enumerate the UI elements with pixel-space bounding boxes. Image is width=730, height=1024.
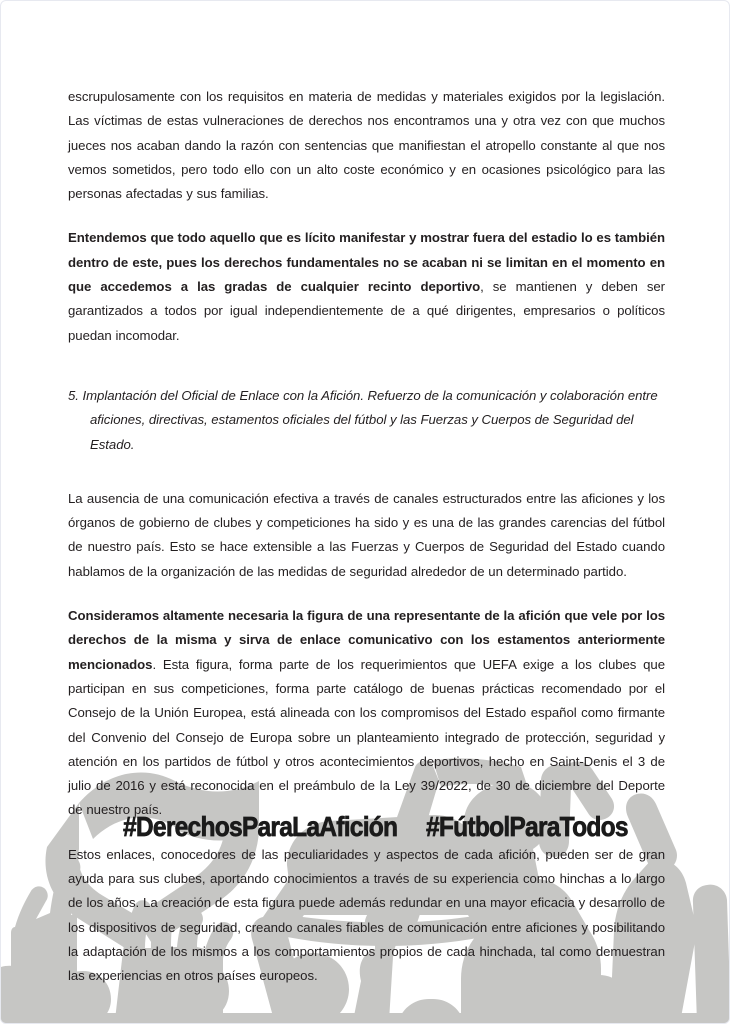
document-text-column	[68, 85, 665, 989]
paragraph-4-bold-lead: Consideramos altamente necesaria la figura de una representante de la afición que vele por los derechos de la misma y sirva de enlace comunicativo con los estamentos anteriormente mencionados	[68, 608, 665, 672]
paragraph-4	[68, 604, 665, 823]
section-heading-5-line2: aficiones, directivas, estamentos oficiales del fútbol y las Fuerzas y Cuerpos de Seguridad del Estado.	[90, 412, 634, 452]
spacer	[68, 823, 665, 843]
spacer	[68, 457, 665, 487]
paragraph-3: La ausencia de una comunicación efectiva a través de canales estructurados entre las aficiones y los órganos de gobierno de clubes y competiciones ha sido y es una de las grandes carencias del fútbol de nuestro país. Esto se hace extensible a las Fuerzas y Cuerpos de Seguridad del Estado cuando hablamos de la organización de las medidas de seguridad alrededor de un determinado partido.	[68, 490, 665, 579]
hashtag-derechos-para-la-aficion: #DerechosParaLaAfición	[123, 811, 398, 842]
paragraph-2	[68, 226, 665, 347]
section-heading-5-line1: 5. Implantación del Oficial de Enlace con la Afición. Refuerzo de la comunicación y colaboración entre	[68, 387, 658, 403]
paragraph-2-rest: , se mantienen y deben ser garantizados a todos por igual independientemente de a qué dirigentes, empresarios o políticos puedan incomodar.	[68, 279, 666, 343]
spacer	[68, 348, 665, 384]
paragraph-4-rest: . Esta figura, forma parte de los requerimientos que UEFA exige a los clubes que participan en sus competiciones, forma parte catálogo de buenas prácticas recomendado por el Consejo de la Unión Europea, está alineada con los compromisos del Estado español como firmante del Convenio del Consejo de Europa sobre un planteamiento integrado de protección, seguridad y atención en los partidos de fútbol y otros acontecimientos deportivos, hecho en Saint-Denis el 3 de julio de 2016 y está reconocida en el preámbulo de la Ley 39/2022, de 30 de diciembre del Deporte de nuestro país.	[68, 656, 665, 818]
paragraph-2-bold-lead: Entendemos que todo aquello que es lícito manifestar y mostrar fuera del estadio lo es también dentro de este, pues los derechos fundamentales no se acaban ni se limitan en el momento en que accedemos a las gradas de cualquier recinto deportivo	[68, 230, 666, 295]
spacer	[68, 206, 665, 226]
paragraph-5: Estos enlaces, conocedores de las peculiaridades y aspectos de cada afición, pueden ser de gran ayuda para sus clubes, aportando conocimientos a través de su experiencia como hinchas a lo largo de los años. La creación de esta figura puede además redundar en una mayor eficacia y desarrollo de los dispositivos de seguridad, creando canales fiables de comunicación entre aficiones y posibilitando la adaptación de los mismos a los comportamientos propios de cada hinchada, tal como demuestran las experiencias en otros países europeos.	[68, 846, 665, 984]
spacer	[68, 584, 665, 604]
hashtag-futbol-para-todos: #FútbolParaTodos	[426, 811, 628, 842]
paragraph-1: escrupulosamente con los requisitos en materia de medidas y materiales exigidos por la legislación. Las víctimas de estas vulneraciones de derechos nos encontramos una y otra vez con que muchos jueces nos acaban dando la razón con sentencias que manifiestan el atropello constante al que nos vemos sometidos, pero todo ello con un alto coste económico y en ocasiones psicológico para las personas afectadas y sus familias.	[68, 89, 665, 202]
section-heading-5	[68, 384, 665, 457]
